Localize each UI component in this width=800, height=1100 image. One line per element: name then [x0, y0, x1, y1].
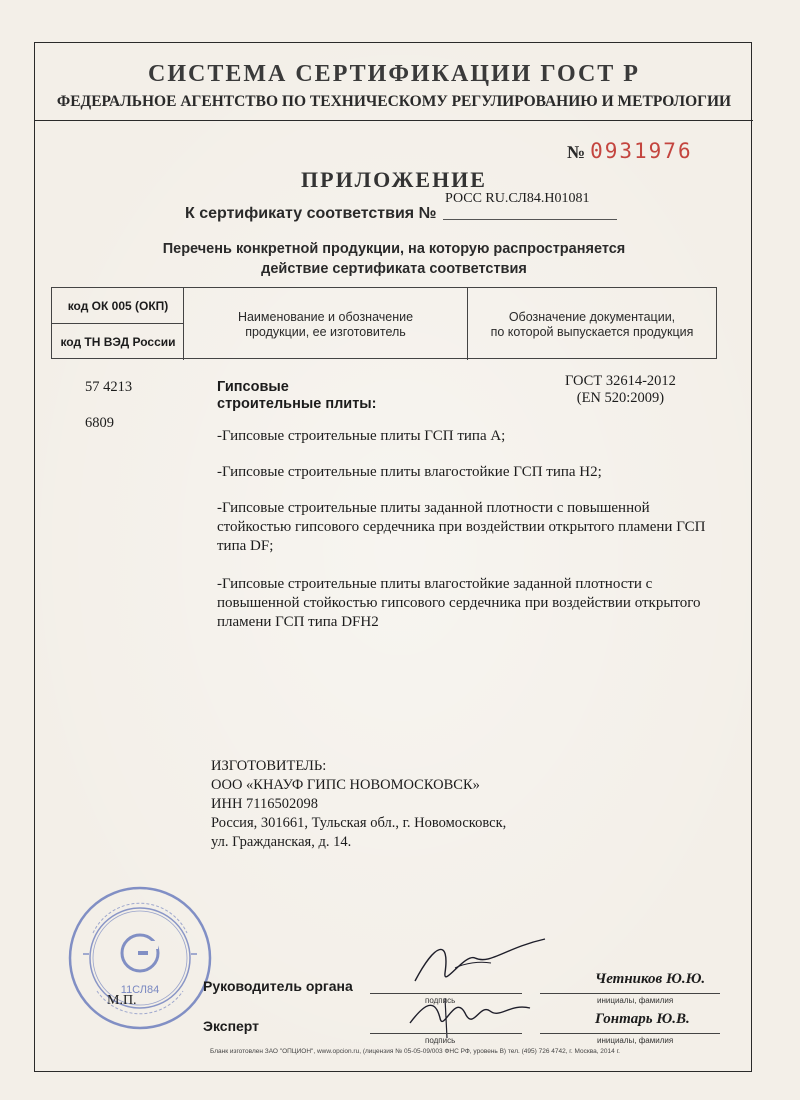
- blank-footer: Бланк изготовлен ЗАО "ОПЦИОН", www.opcion.ru, (лицензия № 05-05-09/003 ФНС РФ, уровень В) тел. (495) 726 4742, г. Москва, 2014 г.: [210, 1048, 620, 1055]
- tnved-code: 6809: [85, 415, 114, 431]
- head-of-body-label: Руководитель органа: [203, 978, 353, 994]
- stamp-code: 11СЛ84: [120, 984, 160, 996]
- certificate-underline: [443, 219, 617, 220]
- list-heading-line1: Перечень конкретной продукции, на которую распространяется: [162, 241, 626, 257]
- document-frame: [34, 42, 752, 1072]
- signature-caption: подпись: [425, 1036, 456, 1045]
- header-divider: [35, 120, 753, 121]
- product-heading-line1: Гипсовые: [217, 379, 289, 395]
- list-heading-line2: действие сертификата соответствия: [261, 261, 527, 277]
- documentation-header: [468, 288, 716, 360]
- serial-prefix: №: [567, 142, 586, 162]
- okp-code-header: код ОК 005 (ОКП): [52, 288, 184, 324]
- serial-value: 0931976: [590, 139, 693, 163]
- expert-signature-line: [370, 1033, 522, 1034]
- manufacturer-inn: ИНН 7116502098: [211, 796, 319, 812]
- seal-place-label: М.П.: [107, 993, 137, 1008]
- serial-number: [567, 139, 693, 164]
- name-caption: инициалы, фамилия: [597, 996, 674, 1005]
- product-heading-line2: строительные плиты:: [217, 396, 377, 412]
- expert-name-line: [540, 1033, 720, 1034]
- product-name-header: [184, 288, 468, 360]
- standard-line1: ГОСТ 32614-2012: [565, 373, 676, 389]
- documentation-header-line1: Обозначение документации,: [508, 310, 676, 324]
- certificate-label: К сертификату соответствия №: [185, 205, 437, 222]
- standard-line2: (EN 520:2009): [576, 390, 665, 406]
- product-table-header: [51, 287, 717, 359]
- expert-signature: [395, 983, 545, 1043]
- head-name: Четников Ю.Ю.: [595, 971, 706, 987]
- head-signature-line: [370, 993, 522, 994]
- list-item: -Гипсовые строительные плиты влагостойкие заданной плотности с повышенной стойкостью гипсового сердечника при воздействии открытого пламени ГСП типа DFH2: [217, 576, 701, 630]
- okp-code: 57 4213: [85, 379, 133, 395]
- certificate-number: РОСС RU.СЛ84.Н01081: [445, 191, 590, 206]
- name-caption: инициалы, фамилия: [597, 1036, 674, 1045]
- manufacturer-address-line1: Россия, 301661, Тульская обл., г. Новомосковск,: [211, 815, 507, 831]
- manufacturer-name: ООО «КНАУФ ГИПС НОВОМОСКОВСК»: [211, 777, 480, 793]
- documentation-header-line2: по которой выпускается продукция: [490, 325, 694, 339]
- agency-title: ФЕДЕРАЛЬНОЕ АГЕНТСТВО ПО ТЕХНИЧЕСКОМУ РЕГУЛИРОВАНИЮ И МЕТРОЛОГИИ: [56, 93, 732, 110]
- list-item: -Гипсовые строительные плиты влагостойкие ГСП типа Н2;: [217, 464, 602, 480]
- head-name-line: [540, 993, 720, 994]
- product-heading: [217, 379, 377, 413]
- list-item: -Гипсовые строительные плиты ГСП типа А;: [217, 428, 506, 444]
- manufacturer-address-line2: ул. Гражданская, д. 14.: [211, 834, 352, 850]
- list-item: -Гипсовые строительные плиты заданной плотности с повышенной стойкостью гипсового сердечника при воздействии открытого пламени ГСП типа DF;: [217, 500, 706, 554]
- expert-label: Эксперт: [203, 1018, 260, 1034]
- document-title: ПРИЛОЖЕНИЕ: [301, 167, 487, 192]
- expert-name: Гонтарь Ю.В.: [595, 1011, 690, 1027]
- manufacturer-block: [211, 757, 506, 852]
- round-seal-stamp: [65, 883, 215, 1033]
- product-name-header-line2: продукции, ее изготовитель: [245, 325, 406, 339]
- standard-reference: [565, 373, 676, 407]
- system-title: СИСТЕМА СЕРТИФИКАЦИИ ГОСТ Р: [148, 61, 640, 87]
- signature-caption: подпись: [425, 996, 456, 1005]
- code-column: [52, 288, 184, 360]
- manufacturer-label: ИЗГОТОВИТЕЛЬ:: [211, 758, 327, 774]
- product-name-header-line1: Наименование и обозначение: [237, 310, 414, 324]
- tnved-code-header: код ТН ВЭД России: [60, 335, 176, 349]
